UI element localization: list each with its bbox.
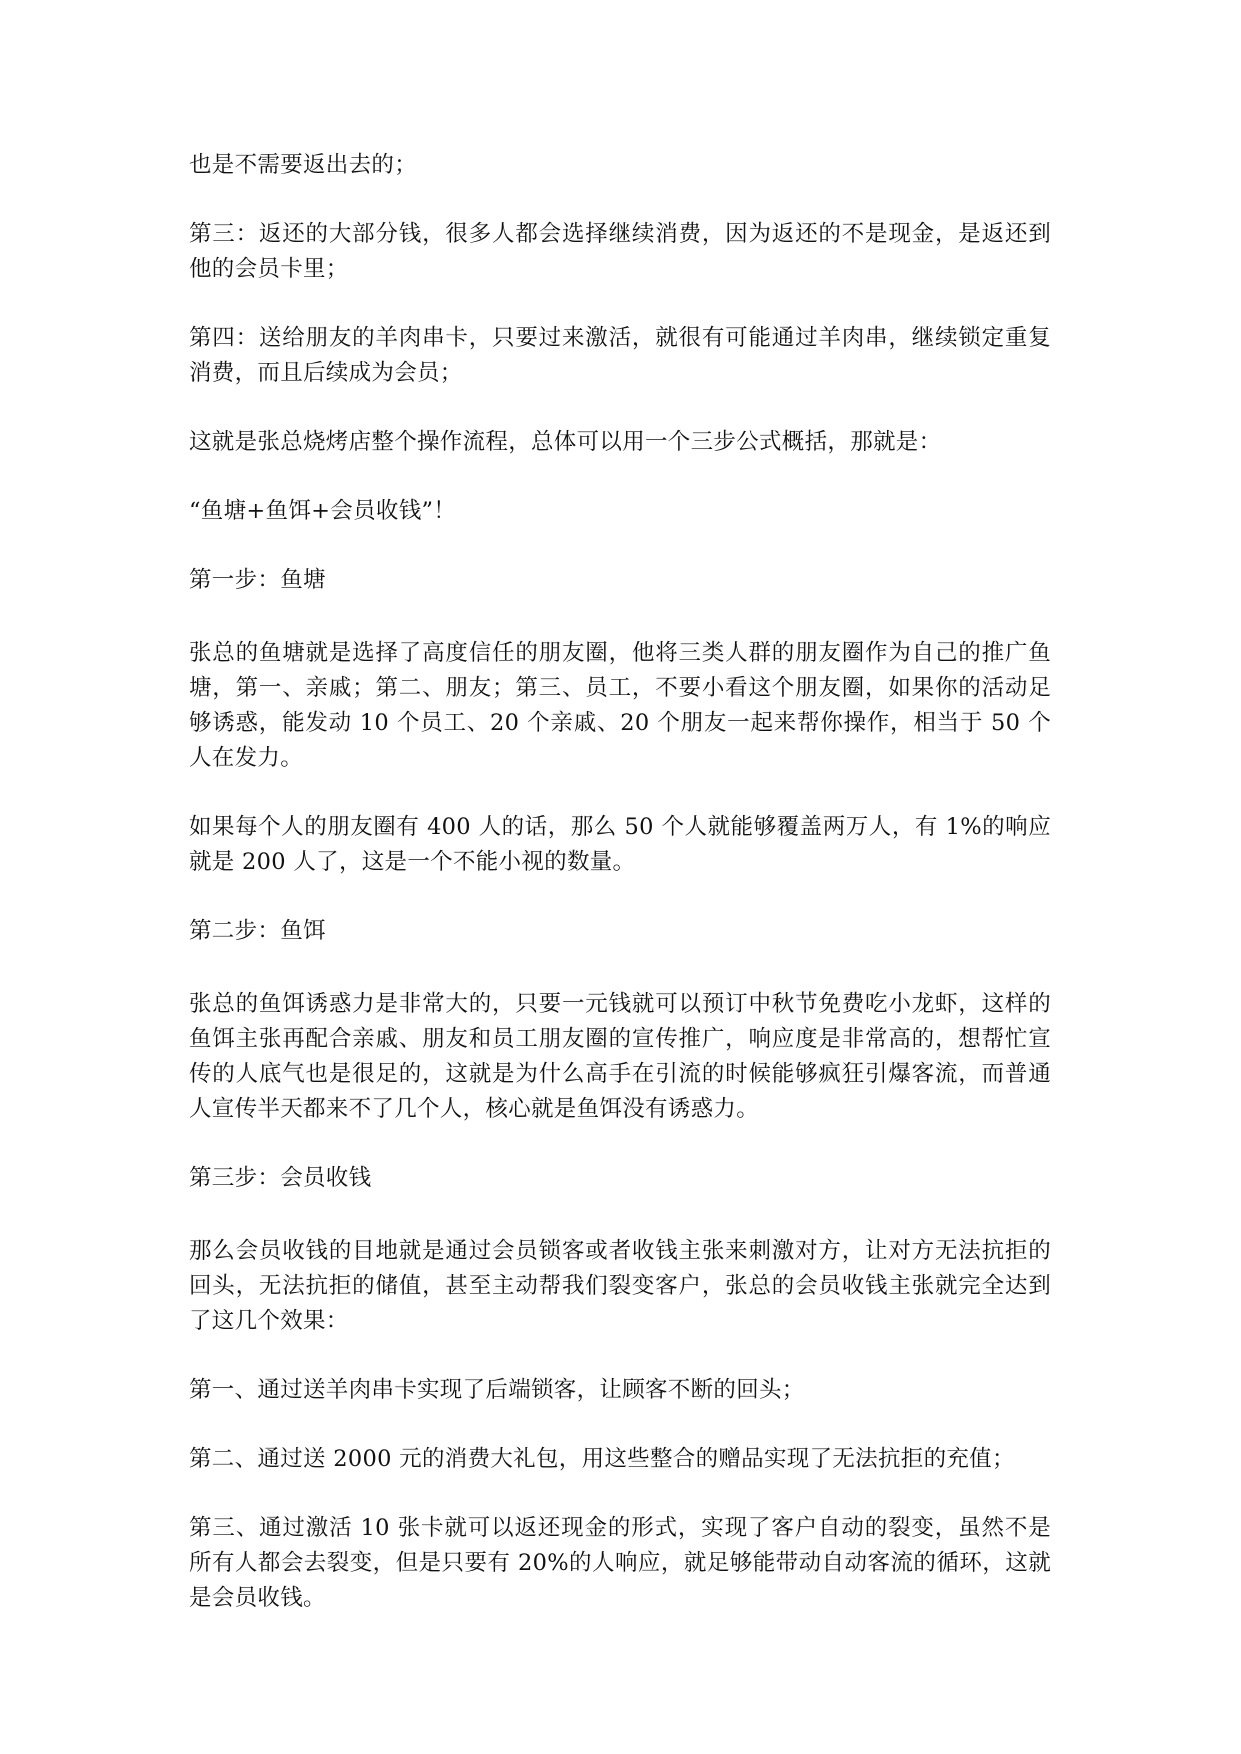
paragraph: 张总的鱼饵诱惑力是非常大的，只要一元钱就可以预订中秋节免费吃小龙虾，这样的鱼饵主张再配合亲戚、朋友和员工朋友圈的宣传推广，响应度是非常高的，想帮忙宣传的人底气也是很足的，这就是为什么高手在引流的时候能够疯狂引爆客流，而普通人宣传半天都来不了几个人，核心就是鱼饵没有诱惑力。 [189, 991, 1051, 1122]
step-heading: 第三步：会员收钱 [189, 1165, 372, 1191]
step-heading: 第二步：鱼饵 [189, 918, 326, 944]
document-body [189, 148, 1051, 1650]
paragraph: 如果每个人的朋友圈有 400 人的话，那么 50 个人就能够覆盖两万人，有 1%的响应就是 200 人了，这是一个不能小视的数量。 [189, 814, 1051, 875]
formula-quote: “鱼塘+鱼饵+会员收钱”！ [189, 498, 457, 524]
paragraph: 那么会员收钱的目地就是通过会员锁客或者收钱主张来刺激对方，让对方无法抗拒的回头，无法抗拒的储值，甚至主动帮我们裂变客户，张总的会员收钱主张就完全达到了这几个效果： [189, 1238, 1051, 1334]
paragraph: 第三：返还的大部分钱，很多人都会选择继续消费，因为返还的不是现金，是返还到他的会员卡里； [189, 221, 1051, 282]
paragraph: 也是不需要返出去的； [189, 152, 418, 178]
paragraph: 第三、通过激活 10 张卡就可以返还现金的形式，实现了客户自动的裂变，虽然不是所有人都会去裂变，但是只要有 20%的人响应，就足够能带动自动客流的循环，这就是会员收钱。 [189, 1515, 1051, 1611]
paragraph: 第四：送给朋友的羊肉串卡，只要过来激活，就很有可能通过羊肉串，继续锁定重复消费，而且后续成为会员； [189, 325, 1051, 386]
paragraph: 张总的鱼塘就是选择了高度信任的朋友圈，他将三类人群的朋友圈作为自己的推广鱼塘，第一、亲戚；第二、朋友；第三、员工，不要小看这个朋友圈，如果你的活动足够诱惑，能发动 10 个员工、20 个亲戚、20 个朋友一起来帮你操作，相当于 50 个人在发力。 [189, 640, 1051, 771]
step-heading: 第一步：鱼塘 [189, 567, 326, 593]
paragraph: 第二、通过送 2000 元的消费大礼包，用这些整合的赠品实现了无法抗拒的充值； [189, 1446, 1015, 1472]
paragraph: 第一、通过送羊肉串卡实现了后端锁客，让顾客不断的回头； [189, 1377, 805, 1403]
paragraph: 这就是张总烧烤店整个操作流程，总体可以用一个三步公式概括，那就是： [189, 429, 942, 455]
